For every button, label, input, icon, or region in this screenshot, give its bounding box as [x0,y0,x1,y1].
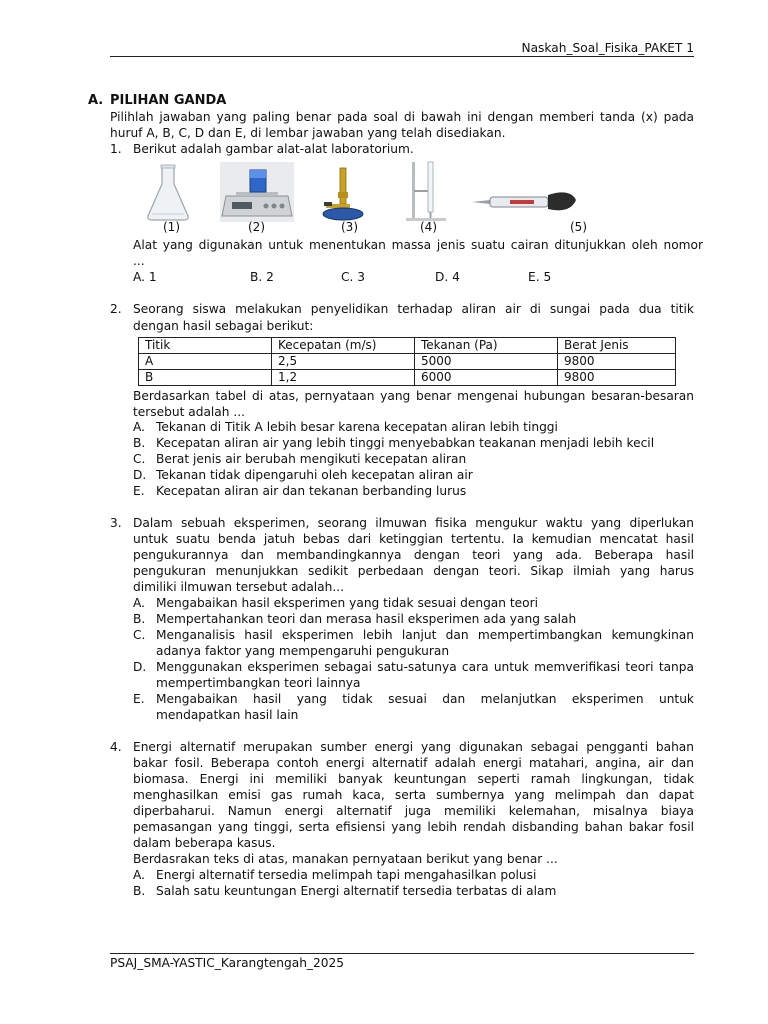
question-text: biomasa. Energi ini memiliki banyak keuntungan seperti ramah lingkungan, tidak [133,772,694,786]
option-b[interactable]: Kecepatan aliran air yang lebih tinggi menyebabkan teakanan menjadi lebih kecil [156,436,655,450]
question-text: Energi alternatif merupakan sumber energi yang digunakan sebagai pengganti bahan [133,740,694,754]
table-row [139,370,676,386]
table-header-row [139,338,676,354]
option-d[interactable]: Tekanan tidak dipengaruhi oleh kecepatan aliran air [156,468,473,482]
pipette-image [470,186,580,216]
table-row [139,354,676,370]
option-c[interactable]: Menganalisis hasil eksperimen lebih lanjut dan mempertimbangkan kemungkinan [156,628,694,642]
erlenmeyer-flask-image [146,164,190,222]
option-e-continued[interactable]: mendapatkan hasil lain [156,708,299,722]
header-title: Naskah_Soal_Fisika_PAKET 1 [521,41,694,55]
table-header: Berat Jenis [558,338,676,354]
option-a[interactable]: A. 1 [133,270,157,284]
question-text: tersebut adalah ... [133,405,245,419]
question-number: 3. [110,516,122,530]
image-caption: (1) [163,220,180,234]
option-a[interactable]: Tekanan di Titik A lebih besar karena kecepatan aliran lebih tinggi [156,420,558,434]
question-text: bakar fosil. Beberapa contoh energi alternatif adalah energi matahari, angina, air dan [133,756,694,770]
question-text: diperbaharui. Namun energi alternatif juga memiliki kelemahan, misalnya biaya [133,804,694,818]
option-a[interactable]: Energi alternatif tersedia melimpah tapi mengahasilkan polusi [156,868,537,882]
option-d[interactable]: Menggunakan eksperimen sebagai satu-satunya cara untuk memverifikasi teori tanpa [156,660,694,674]
option-e[interactable]: E. 5 [528,270,552,284]
option-c-letter: C. [133,628,146,642]
table-cell: 6000 [415,370,558,386]
instruction-line: huruf A, B, C, D dan E, di lembar jawaban yang telah disediakan. [110,126,506,140]
question-text: untuk suatu benda jatuh bebas dari ketinggian tertentu. Ia kemudian mencatat hasil [133,532,694,546]
option-c[interactable]: Berat jenis air berubah mengikuti kecepatan aliran [156,452,467,466]
option-b-letter: B. [133,884,146,898]
image-caption: (5) [570,220,587,234]
table-cell: B [139,370,272,386]
option-b[interactable]: Salah satu keuntungan Energi alternatif tersedia terbatas di alam [156,884,557,898]
table-header: Titik [139,338,272,354]
question-number: 2. [110,302,122,316]
burette-stand-image [406,160,446,222]
option-b[interactable]: B. 2 [250,270,274,284]
option-d[interactable]: D. 4 [435,270,460,284]
question-number: 4. [110,740,122,754]
option-a-letter: A. [133,596,145,610]
question-text: pemasangan yang tinggi, serta efisiensi yang lebih rendah disbanding bahan bakar fosil [133,820,694,834]
image-caption: (3) [341,220,358,234]
image-caption: (2) [248,220,265,234]
question-text: Alat yang digunakan untuk menentukan massa jenis suatu cairan ditunjukkan oleh nomor [133,238,703,252]
table-cell: 1,2 [272,370,415,386]
data-table [138,337,676,386]
instruction-line: Pilihlah jawaban yang paling benar pada soal di bawah ini dengan memberi tanda (x) pada [110,110,694,124]
option-d-letter: D. [133,468,147,482]
section-title: PILIHAN GANDA [110,93,227,108]
table-header: Tekanan (Pa) [415,338,558,354]
option-c[interactable]: C. 3 [341,270,366,284]
option-e-letter: E. [133,692,145,706]
question-text: dengan hasil sebagai berikut: [133,319,314,333]
option-c-continued[interactable]: adanya faktor yang mempengaruhi pengukuran [156,644,450,658]
table-cell: 9800 [558,354,676,370]
option-a-letter: A. [133,420,145,434]
question-text: dimiliki ilmuwan tersebut adalah... [133,580,344,594]
question-prompt: Berdasrakan teks di atas, manakan pernyataan berikut yang benar ... [133,852,558,866]
question-text: pengukurannya dan membandingkannya dengan teori yang ada. Beberapa hasil [133,548,694,562]
table-cell: 9800 [558,370,676,386]
option-e[interactable]: Kecepatan aliran air dan tekanan berbanding lurus [156,484,467,498]
bunsen-burner-image [320,164,366,222]
question-text: ... [133,254,145,268]
option-d-continued[interactable]: mempertimbangkan teori lainnya [156,676,361,690]
table-cell: 5000 [415,354,558,370]
option-a[interactable]: Mengabaikan hasil eksperimen yang tidak sesuai dengan teori [156,596,538,610]
question-text: pengukuran menunjukkan sedikit perbedaan dengan teori. Sikap ilmiah yang harus [133,564,694,578]
option-e[interactable]: Mengabaikan hasil yang tidak sesuai dan melanjutkan eksperimen untuk [156,692,694,706]
question-text: Berikut adalah gambar alat-alat laboratorium. [133,142,414,156]
option-a-letter: A. [133,868,145,882]
footer-rule [110,953,694,954]
option-b-letter: B. [133,612,146,626]
question-text: dalam beberapa kasus. [133,836,276,850]
question-text: menghasilkan emisi gas rumah kaca, serta sumbernya yang melimpah dan dapat [133,788,694,802]
option-b-letter: B. [133,436,146,450]
image-caption: (4) [420,220,437,234]
option-e-letter: E. [133,484,145,498]
question-text: Berdasarkan tabel di atas, pernyataan yang benar mengenai hubungan besaran-besaran [133,389,694,403]
table-cell: 2,5 [272,354,415,370]
option-d-letter: D. [133,660,147,674]
section-label: A. [88,93,104,108]
question-number: 1. [110,142,122,156]
footer-text: PSAJ_SMA-YASTIC_Karangtengah_2025 [110,956,345,970]
digital-balance-image [220,162,294,222]
option-c-letter: C. [133,452,146,466]
table-cell: A [139,354,272,370]
header-rule [110,56,694,57]
question-text: Seorang siswa melakukan penyelidikan terhadap aliran air di sungai pada dua titik [133,302,694,316]
table-header: Kecepatan (m/s) [272,338,415,354]
question-text: Dalam sebuah eksperimen, seorang ilmuwan fisika mengukur waktu yang diperlukan [133,516,694,530]
option-b[interactable]: Mempertahankan teori dan merasa hasil eksperimen ada yang salah [156,612,577,626]
